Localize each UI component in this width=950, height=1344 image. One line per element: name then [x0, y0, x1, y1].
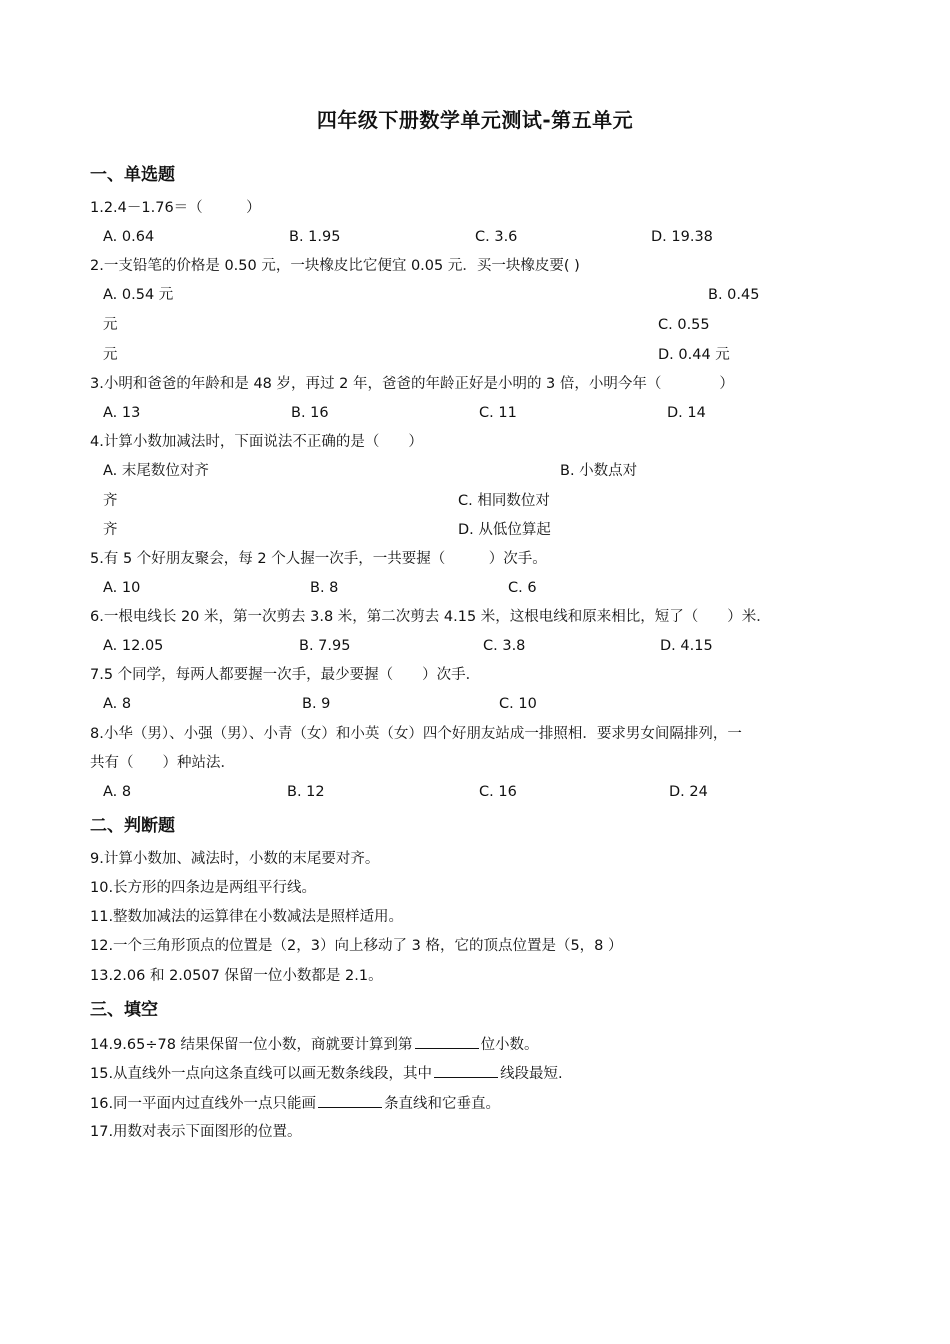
page-title: 四年级下册数学单元测试-第五单元: [316, 108, 634, 132]
answer-blank[interactable]: [415, 1034, 479, 1049]
section-heading-fill-blank: 三、填空: [90, 1000, 158, 1020]
question-3-option-b: B. 16: [291, 405, 329, 421]
question-4-option-c-cont: 齐: [103, 522, 118, 538]
question-2-stem: 2.一支铅笔的价格是 0.50 元，一块橡皮比它便宜 0.05 元．买一块橡皮要( ): [90, 258, 580, 274]
fill-question-14-tail: 位小数。: [480, 1037, 539, 1053]
question-1-option-b: B. 1.95: [289, 229, 341, 245]
question-4-option-a: A. 末尾数位对齐: [103, 463, 209, 479]
question-2-option-c-unit: 元: [103, 347, 118, 363]
question-2-option-a: A. 0.54 元: [103, 287, 174, 303]
judge-question-11: 11.整数加减法的运算律在小数减法是照样适用。: [90, 909, 404, 925]
judge-question-13: 13.2.06 和 2.0507 保留一位小数都是 2.1。: [90, 968, 383, 984]
question-8-stem: 8.小华（男）、小强（男）、小青（女）和小英（女）四个好朋友站成一排照相．要求男女间隔排列，一: [90, 726, 742, 742]
question-5-option-b: B. 8: [310, 580, 339, 596]
question-2-option-d: D. 0.44 元: [658, 347, 730, 363]
question-4-option-c: C. 相同数位对: [458, 493, 550, 509]
question-6-option-a: A. 12.05: [103, 638, 164, 654]
fill-question-15: [90, 1063, 563, 1084]
fill-question-14: [90, 1034, 539, 1055]
judge-question-12: 12.一个三角形顶点的位置是（2，3）向上移动了 3 格，它的顶点位置是（5，8 ）: [90, 938, 623, 954]
judge-question-9: 9.计算小数加、减法时，小数的末尾要对齐。: [90, 851, 380, 867]
fill-question-16-text: 16.同一平面内过直线外一点只能画: [90, 1096, 317, 1112]
question-2-option-c: C. 0.55: [658, 317, 710, 333]
fill-question-16-tail: 条直线和它垂直。: [384, 1096, 501, 1112]
question-7-stem: 7.5 个同学，每两人都要握一次手，最少要握（ ）次手．: [90, 667, 481, 683]
question-7-option-b: B. 9: [302, 696, 331, 712]
question-5-option-c: C. 6: [508, 580, 537, 596]
section-heading-true-false: 二、判断题: [90, 816, 175, 836]
answer-blank[interactable]: [434, 1063, 498, 1078]
question-4-option-b: B. 小数点对: [560, 463, 638, 479]
question-7-option-c: C. 10: [499, 696, 537, 712]
question-4-stem: 4.计算小数加减法时，下面说法不正确的是（ ）: [90, 434, 423, 450]
question-8-stem-cont: 共有（ ）种站法．: [90, 755, 235, 771]
question-4-option-b-cont: 齐: [103, 493, 118, 509]
question-2-option-b-unit: 元: [103, 317, 118, 333]
question-8-option-c: C. 16: [479, 784, 517, 800]
answer-blank[interactable]: [318, 1093, 382, 1108]
section-heading-single-choice: 一、单选题: [90, 165, 175, 185]
question-6-option-d: D. 4.15: [660, 638, 713, 654]
question-1-option-d: D. 19.38: [651, 229, 713, 245]
question-1-option-c: C. 3.6: [475, 229, 518, 245]
question-7-option-a: A. 8: [103, 696, 132, 712]
question-1-stem: 1.2.4－1.76＝（ ）: [90, 200, 261, 216]
question-3-option-c: C. 11: [479, 405, 517, 421]
fill-question-16: [90, 1093, 500, 1114]
question-5-option-a: A. 10: [103, 580, 141, 596]
question-3-option-a: A. 13: [103, 405, 141, 421]
fill-question-14-text: 14.9.65÷78 结果保留一位小数，商就要计算到第: [90, 1037, 413, 1053]
judge-question-10: 10.长方形的四条边是两组平行线。: [90, 880, 317, 896]
question-6-stem: 6.一根电线长 20 米，第一次剪去 3.8 米，第二次剪去 4.15 米，这根电线和原来相比，短了（ ）米．: [90, 609, 771, 625]
question-8-option-a: A. 8: [103, 784, 132, 800]
question-4-option-d: D. 从低位算起: [458, 522, 551, 538]
question-1-option-a: A. 0.64: [103, 229, 155, 245]
question-3-stem: 3.小明和爸爸的年龄和是 48 岁，再过 2 年，爸爸的年龄正好是小明的 3 倍，小明今年（ ）: [90, 376, 734, 392]
question-6-option-c: C. 3.8: [483, 638, 526, 654]
question-2-option-b: B. 0.45: [708, 287, 760, 303]
fill-question-15-text: 15.从直线外一点向这条直线可以画无数条线段，其中: [90, 1066, 433, 1082]
question-8-option-b: B. 12: [287, 784, 325, 800]
question-3-option-d: D. 14: [667, 405, 706, 421]
question-6-option-b: B. 7.95: [299, 638, 351, 654]
question-8-option-d: D. 24: [669, 784, 708, 800]
fill-question-15-tail: 线段最短.: [500, 1066, 563, 1082]
fill-question-17: 17.用数对表示下面图形的位置。: [90, 1124, 302, 1140]
question-5-stem: 5.有 5 个好朋友聚会，每 2 个人握一次手，一共要握（ ）次手。: [90, 551, 547, 567]
